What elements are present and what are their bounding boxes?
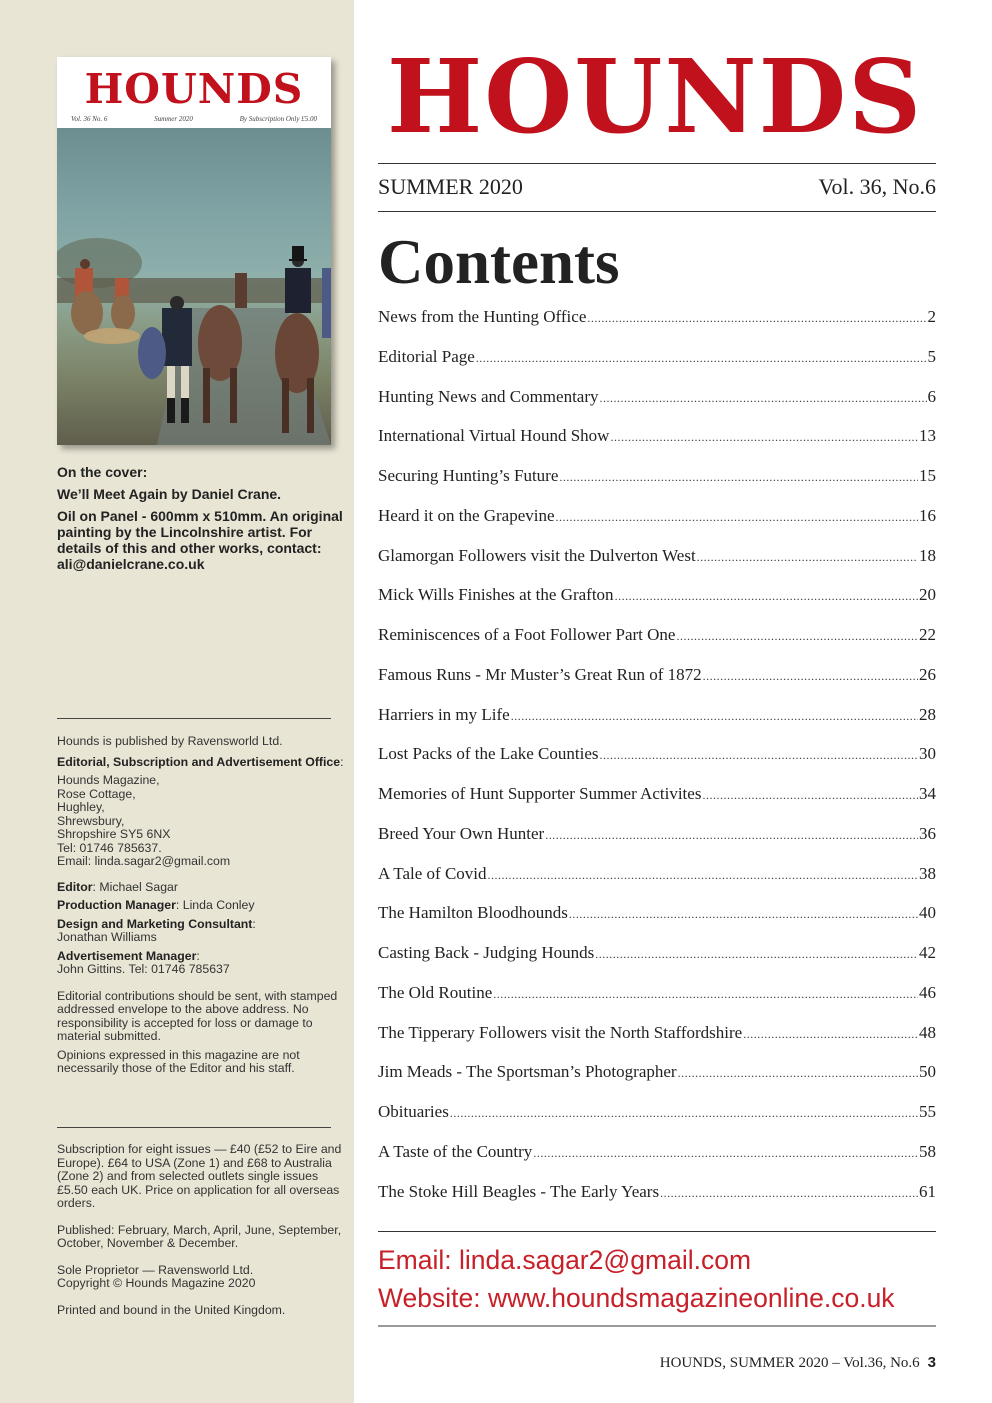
staff-name: John Gittins. Tel: 01746 785637 — [57, 962, 230, 976]
toc-title: Reminiscences of a Foot Follower Part One — [378, 625, 676, 644]
toc-title: Editorial Page — [378, 346, 475, 366]
toc-page: 38 — [919, 863, 936, 883]
address-line: Shropshire SY5 6NX — [57, 827, 171, 841]
leader-dots — [697, 550, 918, 565]
running-head: HOUNDS, SUMMER 2020 – Vol.36, No.6 — [659, 1355, 920, 1371]
staff-role: Production Manager — [57, 898, 176, 912]
sidebar — [0, 0, 354, 1403]
staff-name: Michael Sagar — [99, 879, 178, 894]
toc-title: International Virtual Hound Show — [378, 426, 610, 446]
proprietor: Sole Proprietor — Ravensworld Ltd. — [57, 1262, 254, 1277]
cover-season: Summer 2020 — [154, 115, 193, 123]
address-line: Rose Cottage, — [57, 786, 136, 801]
toc-title: The Hamilton Bloodhounds — [378, 903, 568, 923]
toc-entry[interactable] — [378, 585, 936, 625]
page-footer — [660, 1354, 936, 1372]
office-label: Editorial, Subscription and Advertisement Office — [57, 754, 341, 769]
leader-dots — [493, 987, 918, 1002]
leader-dots — [569, 907, 918, 922]
toc-page: 15 — [919, 466, 936, 485]
staff-role: Design and Marketing Consultant — [57, 916, 253, 931]
toc-entry[interactable] — [378, 943, 936, 983]
toc-page: 61 — [919, 1181, 936, 1201]
toc-entry[interactable] — [378, 506, 936, 546]
toc-entry[interactable] — [378, 903, 936, 943]
cover-price: By Subscription Only £5.00 — [239, 115, 317, 123]
toc-entry[interactable] — [378, 864, 936, 904]
toc-page: 50 — [919, 1062, 936, 1082]
leader-dots — [615, 589, 918, 604]
toc-title: The Tipperary Followers visit the North Staffordshire — [378, 1022, 743, 1042]
toc-title: News from the Hunting Office — [378, 307, 587, 326]
toc-entry[interactable] — [378, 784, 936, 824]
toc-entry[interactable] — [378, 1182, 936, 1222]
office-address — [57, 774, 347, 869]
page-number: 3 — [927, 1354, 936, 1371]
toc-entry[interactable] — [378, 744, 936, 784]
divider — [378, 163, 936, 164]
subscription-info — [57, 1143, 347, 1330]
subscription-pricing: Subscription for eight issues — £40 (£52 to Eire and Europe). £64 to USA (Zone 1) and £68 to Australia (Zone 2) and from selected outlets single issues £5.50 each UK. Price on application for all overseas orders. — [57, 1142, 342, 1210]
toc-page: 5 — [927, 346, 936, 366]
toc-title: Harriers in my Life — [378, 704, 510, 724]
leader-dots — [702, 788, 918, 803]
leader-dots — [556, 510, 918, 525]
printed-notice: Printed and bound in the United Kingdom. — [57, 1302, 286, 1317]
toc-page: 2 — [927, 307, 936, 326]
staff-name: Linda Conley — [182, 898, 255, 912]
cover-caption-details: Oil on Panel - 600mm x 510mm. An original painting by the Lincolnshire artist. For details of this and other works, contact: ali@danielcrane.co.uk — [57, 508, 343, 572]
toc-entry[interactable] — [378, 1142, 936, 1182]
toc-title: Memories of Hunt Supporter Summer Activites — [378, 784, 702, 803]
staff-production-manager: Production Manager: Linda Conley — [57, 898, 255, 912]
divider — [57, 1127, 331, 1128]
address-line: Shrewsbury, — [57, 813, 125, 828]
issue-season: SUMMER 2020 — [378, 174, 523, 199]
staff-advertisement-manager: Advertisement Manager: John Gittins. Tel: 01746 785637 — [57, 948, 230, 976]
toc-page: 34 — [919, 784, 936, 803]
address-line: Hughley, — [57, 800, 105, 814]
leader-dots — [511, 709, 918, 724]
address-phone: Tel: 01746 785637. — [57, 840, 162, 855]
toc-page: 28 — [919, 704, 936, 724]
toc-page: 18 — [919, 545, 936, 565]
toc-entry[interactable] — [378, 1023, 936, 1063]
contact-block — [378, 1241, 938, 1317]
leader-dots — [610, 430, 918, 445]
toc-entry[interactable] — [378, 824, 936, 864]
divider — [378, 211, 936, 212]
staff-editor: Editor: Michael Sagar — [57, 879, 178, 894]
publisher-line: Hounds is published by Ravensworld Ltd. — [57, 734, 283, 748]
toc-entry[interactable] — [378, 307, 936, 347]
toc-entry[interactable] — [378, 466, 936, 506]
toc-page: 40 — [919, 903, 936, 923]
leader-dots — [476, 351, 927, 366]
toc-page: 13 — [919, 426, 936, 446]
issue-row — [378, 174, 936, 200]
toc-page: 22 — [919, 625, 936, 644]
toc-title: Heard it on the Grapevine — [378, 505, 555, 525]
issue-volume: Vol. 36, No.6 — [818, 174, 936, 199]
toc-entry[interactable] — [378, 546, 936, 586]
toc-page: 6 — [927, 386, 936, 406]
toc-title: Securing Hunting’s Future — [378, 466, 559, 485]
contributions-notice: Editorial contributions should be sent, with stamped addressed envelope to the above address. No responsibility is accepted for loss or damage to material submitted. — [57, 988, 338, 1043]
address-email: Email: linda.sagar2@gmail.com — [57, 854, 231, 868]
toc-page: 36 — [919, 823, 936, 843]
toc-entry[interactable] — [378, 625, 936, 665]
toc-entry[interactable] — [378, 347, 936, 387]
toc-title: Lost Packs of the Lake Counties — [378, 744, 599, 764]
office-heading: Editorial, Subscription and Advertisement Office: — [57, 754, 344, 769]
toc-title: The Stoke Hill Beagles - The Early Years — [378, 1181, 660, 1201]
toc-entry[interactable] — [378, 665, 936, 705]
copyright: Copyright © Hounds Magazine 2020 — [57, 1276, 256, 1290]
leader-dots — [600, 748, 919, 763]
toc-entry[interactable] — [378, 387, 936, 427]
table-of-contents — [378, 307, 936, 1221]
toc-title: A Taste of the Country — [378, 1141, 533, 1161]
toc-entry[interactable] — [378, 705, 936, 745]
staff-role: Editor — [57, 879, 93, 894]
leader-dots — [676, 629, 918, 644]
leader-dots — [533, 1146, 918, 1161]
toc-title: Hunting News and Commentary — [378, 386, 599, 406]
toc-title: Mick Wills Finishes at the Grafton — [378, 585, 614, 605]
cover-caption-title: We’ll Meet Again by Daniel Crane. — [57, 486, 282, 502]
toc-entry[interactable] — [378, 1102, 936, 1142]
cover-masthead: HOUNDS — [84, 65, 304, 113]
cover-painting — [57, 128, 331, 445]
leader-dots — [545, 828, 918, 843]
toc-entry[interactable] — [378, 983, 936, 1023]
divider — [378, 1231, 936, 1232]
masthead: HOUNDS — [386, 37, 924, 156]
contact-email[interactable]: Email: linda.sagar2@gmail.com — [378, 1245, 752, 1275]
toc-page: 55 — [919, 1102, 936, 1121]
toc-title: Glamorgan Followers visit the Dulverton West — [378, 545, 696, 565]
cover-caption-heading: On the cover: — [57, 464, 148, 480]
imprint — [57, 735, 347, 1083]
toc-page: 46 — [919, 982, 936, 1002]
cover-caption — [57, 464, 347, 578]
leader-dots — [660, 1186, 918, 1201]
staff-role: Advertisement Manager — [57, 948, 197, 963]
toc-page: 16 — [919, 505, 936, 525]
toc-title: Famous Runs - Mr Muster’s Great Run of 1872 — [378, 664, 702, 684]
staff-design-consultant: Design and Marketing Consultant: Jonathan Williams — [57, 916, 256, 944]
toc-entry[interactable] — [378, 426, 936, 466]
contact-website[interactable]: Website: www.houndsmagazineonline.co.uk — [378, 1283, 895, 1313]
leader-dots — [488, 868, 918, 883]
leader-dots — [595, 947, 918, 962]
toc-page: 48 — [919, 1022, 936, 1042]
toc-title: The Old Routine — [378, 982, 493, 1002]
proprietor-copyright — [57, 1264, 347, 1291]
toc-title: Obituaries — [378, 1102, 449, 1121]
toc-title: A Tale of Covid — [378, 863, 487, 883]
publication-months: Published: February, March, April, June, September, October, November & December. — [57, 1222, 342, 1250]
opinions-disclaimer: Opinions expressed in this magazine are not necessarily those of the Editor and his staff. — [57, 1047, 300, 1075]
toc-page: 20 — [919, 585, 936, 605]
leader-dots — [743, 1027, 918, 1042]
leader-dots — [450, 1106, 918, 1121]
staff-name: Jonathan Williams — [57, 930, 157, 944]
toc-title: Jim Meads - The Sportsman’s Photographer — [378, 1062, 677, 1082]
toc-page: 58 — [919, 1141, 936, 1161]
cover-volume: Vol. 36 No. 6 — [71, 115, 108, 123]
toc-title: Casting Back - Judging Hounds — [378, 943, 595, 962]
address-line: Hounds Magazine, — [57, 773, 160, 787]
leader-dots — [678, 1066, 918, 1081]
cover-meta — [71, 115, 317, 123]
cover-thumbnail — [57, 57, 331, 445]
leader-dots — [703, 669, 918, 684]
leader-dots — [587, 311, 926, 326]
hunting-scene-illustration — [57, 128, 331, 445]
divider — [378, 1325, 936, 1327]
toc-page: 30 — [919, 744, 936, 764]
toc-page: 26 — [919, 664, 936, 684]
divider — [57, 718, 331, 719]
toc-title: Breed Your Own Hunter — [378, 823, 545, 843]
leader-dots — [559, 470, 918, 485]
toc-entry[interactable] — [378, 1062, 936, 1102]
leader-dots — [600, 391, 927, 406]
toc-page: 42 — [919, 943, 936, 962]
contents-title: Contents — [378, 227, 620, 297]
